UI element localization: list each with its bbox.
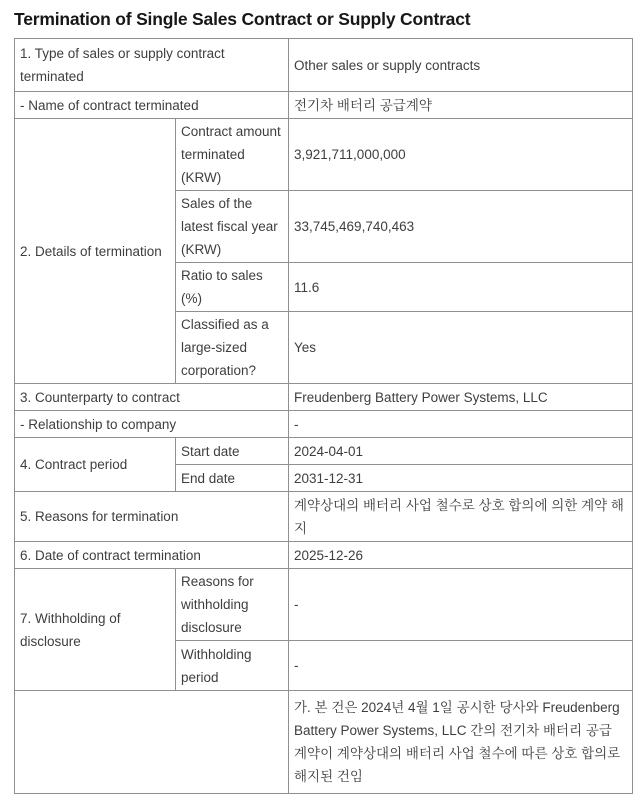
row-counterparty xyxy=(15,384,633,411)
row-withholding-reason xyxy=(15,569,633,641)
row-termination-date xyxy=(15,542,633,569)
withholding-reason-sublabel: Reasons for withholding disclosure xyxy=(176,569,289,641)
contract-name-value: 전기차 배터리 공급계약 xyxy=(289,92,633,119)
large-corp-value: Yes xyxy=(289,312,633,384)
details-label: 2. Details of termination xyxy=(15,119,176,384)
end-date-value: 2031-12-31 xyxy=(289,465,633,492)
counterparty-value: Freudenberg Battery Power Systems, LLC xyxy=(289,384,633,411)
termination-reason-label: 5. Reasons for termination xyxy=(15,492,289,542)
counterparty-label: 3. Counterparty to contract xyxy=(15,384,289,411)
row-contract-name xyxy=(15,92,633,119)
termination-reason-value: 계약상대의 배터리 사업 철수로 상호 합의에 의한 계약 해지 xyxy=(289,492,633,542)
period-label: 4. Contract period xyxy=(15,438,176,492)
page-title: Termination of Single Sales Contract or Supply Contract xyxy=(14,9,471,29)
ratio-value: 11.6 xyxy=(289,263,633,312)
start-date-value: 2024-04-01 xyxy=(289,438,633,465)
termination-date-value: 2025-12-26 xyxy=(289,542,633,569)
relationship-value: - xyxy=(289,411,633,438)
row-contract-amount xyxy=(15,119,633,191)
disclosure-table xyxy=(14,38,633,794)
relationship-label: - Relationship to company xyxy=(15,411,289,438)
fiscal-sales-sublabel: Sales of the latest fiscal year (KRW) xyxy=(176,191,289,263)
note-empty-cell xyxy=(15,691,289,794)
row-termination-reason xyxy=(15,492,633,542)
fiscal-sales-value: 33,745,469,740,463 xyxy=(289,191,633,263)
contract-amount-sublabel: Contract amount terminated (KRW) xyxy=(176,119,289,191)
withholding-period-value: - xyxy=(289,641,633,691)
contract-name-label: - Name of contract terminated xyxy=(15,92,289,119)
contract-type-label: 1. Type of sales or supply contract terminated xyxy=(15,39,289,92)
termination-date-label: 6. Date of contract termination xyxy=(15,542,289,569)
row-note xyxy=(15,691,633,794)
withholding-label: 7. Withholding of disclosure xyxy=(15,569,176,691)
ratio-sublabel: Ratio to sales (%) xyxy=(176,263,289,312)
note-value: 가. 본 건은 2024년 4월 1일 공시한 당사와 Freudenberg Battery Power Systems, LLC 간의 전기차 배터리 공급 계약이 계약상대의 배터리 사업 철수에 따른 상호 합의로 해지된 건임 xyxy=(289,691,633,794)
contract-type-value: Other sales or supply contracts xyxy=(289,39,633,92)
row-contract-type xyxy=(15,39,633,92)
withholding-reason-value: - xyxy=(289,569,633,641)
row-relationship xyxy=(15,411,633,438)
start-date-sublabel: Start date xyxy=(176,438,289,465)
contract-amount-value: 3,921,711,000,000 xyxy=(289,119,633,191)
large-corp-sublabel: Classified as a large-sized corporation? xyxy=(176,312,289,384)
withholding-period-sublabel: Withholding period xyxy=(176,641,289,691)
end-date-sublabel: End date xyxy=(176,465,289,492)
row-period-start xyxy=(15,438,633,465)
